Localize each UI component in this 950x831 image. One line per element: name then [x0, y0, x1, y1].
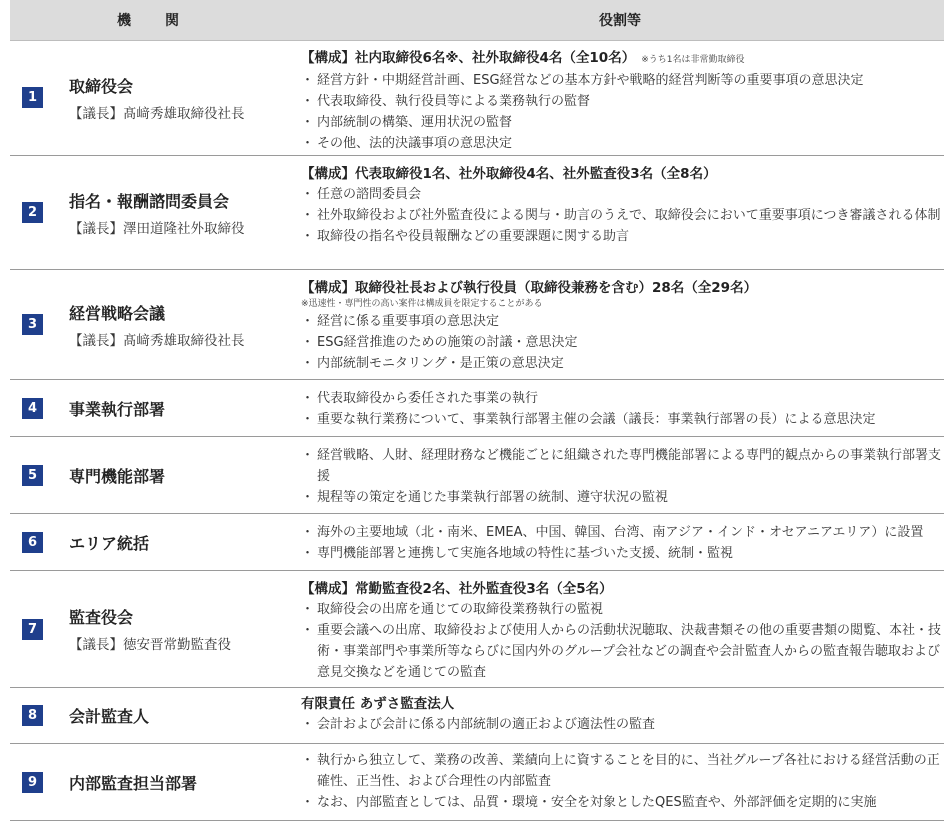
role-bullet-list	[301, 750, 941, 813]
org-name: 内部監査担当部署	[69, 773, 198, 793]
org-name: 取締役会	[69, 76, 134, 96]
role-bullet-item: ・ 内部統制モニタリング・是正策の意思決定	[301, 353, 941, 374]
role-bullet-item: ・ 重要会議への出席、取締役および使用人からの活動状況聴取、決裁書類その他の重要書類の閲覧、本社・技術・事業部門や事業所等ならびに国内外のグループ会社などの調査や会計監査人からの監査報告聴取および意見交換などを通じての監査	[301, 620, 941, 683]
chairperson: 【議長】澤田道隆社外取締役	[69, 220, 245, 237]
header-role-column: 役割等	[599, 13, 641, 29]
role-bullet-list	[301, 599, 941, 683]
composition-text: 【構成】取締役社長および執行役員（取締役兼務を含む）28名（全29名）	[301, 280, 758, 296]
role-cell	[301, 278, 941, 374]
composition-line	[301, 164, 941, 184]
org-block	[69, 397, 165, 420]
row-number-badge: 4	[22, 398, 43, 419]
row-number-badge: 8	[22, 705, 43, 726]
org-name: 事業執行部署	[69, 399, 166, 419]
role-cell	[301, 388, 941, 430]
role-cell	[301, 48, 941, 154]
composition-text: 【構成】常勤監査役2名、社外監査役3名（全5名）	[301, 581, 613, 597]
row-number-badge: 3	[22, 314, 43, 335]
org-cell	[10, 40, 296, 155]
row-number-badge: 1	[22, 87, 43, 108]
role-bullet-item: ・ 執行から独立して、業務の改善、業績向上に資することを目的に、当社グループ各社における経営活動の正確性、正当性、および合理性の内部監査	[301, 750, 941, 792]
composition-text: 【構成】社内取締役6名※、社外取締役4名（全10名）	[301, 50, 636, 66]
org-name: 経営戦略会議	[69, 303, 166, 323]
role-bullet-item: ・ 専門機能部署と連携して実施各地域の特性に基づいた支援、統制・監視	[301, 543, 941, 564]
role-cell	[301, 522, 941, 564]
org-block	[69, 771, 197, 794]
row-number-badge: 6	[22, 532, 43, 553]
chairperson: 【議長】徳安晋常勤監査役	[69, 637, 231, 653]
role-bullet-item: ・ 重要な執行業務について、事業執行部署主催の会議（議長：事業執行部署の長）による意思決定	[301, 409, 941, 430]
org-cell	[10, 514, 296, 570]
org-cell	[10, 688, 296, 743]
org-cell	[10, 437, 296, 513]
org-cell	[10, 270, 296, 379]
table-row	[10, 156, 944, 270]
org-block	[69, 74, 245, 122]
role-bullet-item: ・ その他、法的決議事項の意思決定	[301, 133, 941, 154]
org-block	[69, 189, 245, 237]
role-cell	[301, 445, 941, 508]
row-number-badge: 9	[22, 772, 43, 793]
table-row	[10, 380, 944, 437]
role-bullet-item: ・ ESG経営推進のための施策の討議・意思決定	[301, 332, 941, 353]
org-cell	[10, 744, 296, 820]
role-bullet-list	[301, 311, 941, 374]
composition-line	[301, 278, 941, 298]
composition-subnote: ※迅速性・専門性の高い案件は構成員を限定することがある	[301, 299, 543, 309]
composition-text: 有限責任 あずさ監査法人	[301, 696, 455, 712]
table-row	[10, 688, 944, 744]
org-block	[69, 531, 149, 554]
org-block	[69, 605, 231, 653]
role-bullet-item: ・ 経営方針・中期経営計画、ESG経営などの基本方針や戦略的経営判断等の重要事項の意思決定	[301, 70, 941, 91]
composition-line	[301, 579, 941, 599]
table-row	[10, 437, 944, 514]
table-row	[10, 571, 944, 688]
chairperson: 【議長】髙﨑秀雄取締役社長	[69, 332, 245, 349]
table-row	[10, 40, 944, 156]
role-bullet-item: ・ 経営戦略、人財、経理財務など機能ごとに組織された専門機能部署による専門的観点からの事業執行部署支援	[301, 445, 941, 487]
role-bullet-list	[301, 522, 941, 564]
role-cell	[301, 694, 941, 735]
role-bullet-item: ・ 任意の諮問委員会	[301, 184, 941, 205]
org-cell	[10, 156, 296, 269]
role-bullet-item: ・ 取締役会の出席を通じての取締役業務執行の監視	[301, 599, 941, 620]
composition-note: ※うち1名は非常勤取締役	[641, 55, 745, 65]
role-bullet-item: ・ 経営に係る重要事項の意思決定	[301, 311, 941, 332]
role-bullet-item: ・ 内部統制の構築、運用状況の監督	[301, 112, 941, 133]
org-name: 専門機能部署	[69, 466, 166, 486]
org-name: エリア統括	[69, 533, 150, 553]
row-number-badge: 2	[22, 202, 43, 223]
role-bullet-list	[301, 714, 941, 735]
table-row	[10, 514, 944, 571]
composition-line	[301, 694, 941, 714]
org-name: 指名・報酬諮問委員会	[69, 191, 230, 211]
role-bullet-item: ・ なお、内部監査としては、品質・環境・安全を対象としたQES監査や、外部評価を定期的に実施	[301, 792, 941, 813]
row-number-badge: 7	[22, 619, 43, 640]
composition-line	[301, 48, 941, 70]
chairperson: 【議長】髙﨑秀雄取締役社長	[69, 105, 245, 122]
org-name: 監査役会	[69, 608, 134, 627]
role-bullet-list	[301, 445, 941, 508]
table-row	[10, 270, 944, 380]
composition-text: 【構成】代表取締役1名、社外取締役4名、社外監査役3名（全8名）	[301, 166, 717, 182]
header-org-column: 機 関	[117, 13, 189, 29]
table-row	[10, 744, 944, 821]
role-bullet-list	[301, 388, 941, 430]
org-block	[69, 301, 245, 349]
org-name: 会計監査人	[69, 707, 150, 726]
role-bullet-item: ・ 代表取締役から委任された事業の執行	[301, 388, 941, 409]
org-block	[69, 704, 149, 727]
role-bullet-item: ・ 社外取締役および社外監査役による関与・助言のうえで、取締役会において重要事項につき審議される体制	[301, 205, 941, 226]
role-cell	[301, 164, 941, 247]
role-bullet-item: ・ 代表取締役、執行役員等による業務執行の監督	[301, 91, 941, 112]
role-bullet-item: ・ 会計および会計に係る内部統制の適正および適法性の監査	[301, 714, 941, 735]
role-cell	[301, 750, 941, 813]
org-block	[69, 464, 165, 487]
role-bullet-item: ・ 規程等の策定を通じた事業執行部署の統制、遵守状況の監視	[301, 487, 941, 508]
role-cell	[301, 579, 941, 683]
role-bullet-item: ・ 取締役の指名や役員報酬などの重要課題に関する助言	[301, 226, 941, 247]
role-bullet-list	[301, 70, 941, 154]
role-bullet-list	[301, 184, 941, 247]
role-bullet-item: ・ 海外の主要地域（北・南米、EMEA、中国、韓国、台湾、南アジア・インド・オセアニアエリア）に設置	[301, 522, 941, 543]
row-number-badge: 5	[22, 465, 43, 486]
org-cell	[10, 571, 296, 687]
table-header	[10, 0, 944, 41]
org-cell	[10, 380, 296, 436]
